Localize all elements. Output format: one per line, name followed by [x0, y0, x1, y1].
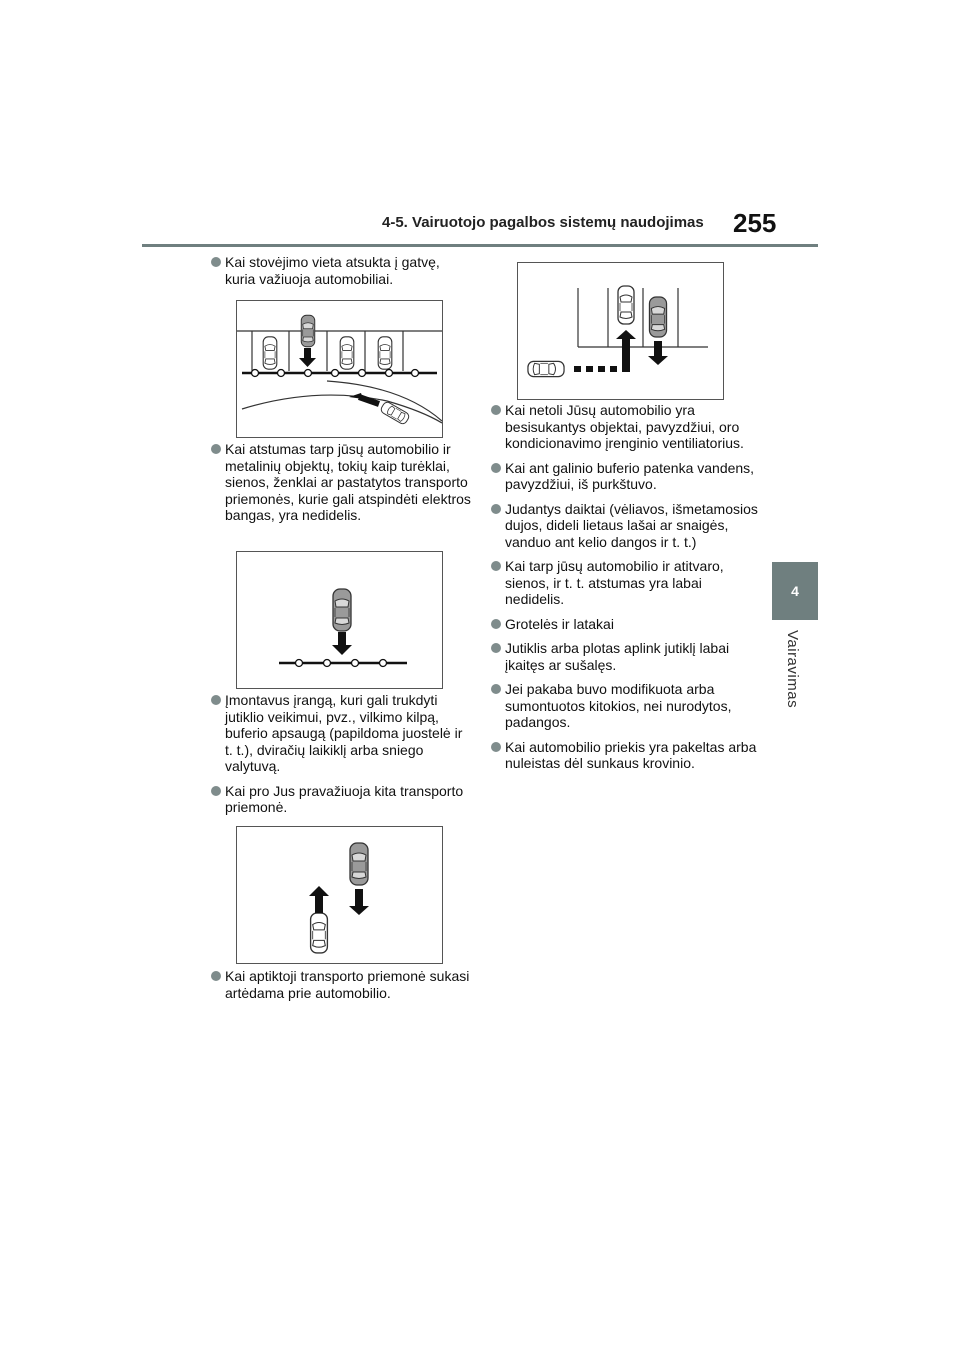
bullet-text: Kai stovėjimo vieta atsukta į gatvę, kuria važiuoja automobiliai. — [225, 254, 440, 287]
bullet-text: Kai tarp jūsų automobilio ir atitvaro, sienos, ir t. t. atstumas yra labai nedidelis. — [505, 558, 724, 607]
header-divider — [142, 244, 818, 247]
list-item — [491, 640, 761, 673]
list-item — [491, 739, 761, 772]
bullet-icon — [491, 561, 501, 571]
list-item — [211, 692, 473, 775]
bullet-icon — [211, 786, 221, 796]
list-item — [211, 254, 473, 287]
figure-metal-objects-close — [236, 551, 443, 689]
left-column-block-3 — [211, 692, 473, 824]
list-item — [491, 616, 761, 633]
bullet-text: Jei pakaba buvo modifikuota arba sumontuotos kitokios, nei nurodytos, padangos. — [505, 681, 732, 730]
figure-passing-vehicle — [236, 826, 443, 964]
right-column — [491, 402, 761, 780]
bullet-text: Kai automobilio priekis yra pakeltas arba nuleistas dėl sunkaus krovinio. — [505, 738, 757, 771]
list-item — [211, 968, 473, 1001]
bullet-icon — [211, 695, 221, 705]
list-item — [491, 558, 761, 608]
list-item — [211, 783, 473, 816]
bullet-text: Judantys daiktai (vėliavos, išmetamosios dujos, dideli lietaus lašai ar snaigės, vanduo ant kelio dangos ir t. t.) — [505, 500, 758, 550]
chapter-label: Vairavimas — [784, 630, 801, 709]
list-item — [491, 460, 761, 493]
figure-parking-facing-street — [236, 300, 443, 438]
section-title: 4-5. Vairuotojo pagalbos sistemų naudojimas — [382, 214, 704, 231]
bullet-icon — [491, 405, 501, 415]
bullet-icon — [491, 463, 501, 473]
left-column — [211, 254, 473, 295]
chapter-number: 4 — [791, 583, 799, 599]
bullet-icon — [491, 643, 501, 653]
list-item — [491, 501, 761, 551]
figure-turning-vehicle — [517, 262, 724, 400]
left-column-block-4 — [211, 968, 473, 1009]
chapter-tab — [772, 562, 818, 620]
bullet-text: Kai ant galinio buferio patenka vandens, pavyzdžiui, iš purkštuvo. — [505, 459, 755, 492]
bullet-icon — [211, 444, 221, 454]
list-item — [491, 681, 761, 731]
bullet-icon — [491, 684, 501, 694]
bullet-icon — [491, 619, 501, 629]
bullet-text: Kai atstumas tarp jūsų automobilio ir metalinių objektų, tokių kaip turėklai, sienos, ženklai ar pastatytos transporto priemonės, kurie gali atspindėti elektros bangas, yra nedidelis. — [225, 441, 471, 523]
bullet-icon — [491, 742, 501, 752]
bullet-icon — [211, 257, 221, 267]
list-item — [491, 402, 761, 452]
list-item — [211, 441, 473, 524]
bullet-text: Kai pro Jus pravažiuoja kita transporto priemonė. — [225, 782, 464, 815]
bullet-text: Įmontavus įrangą, kuri gali trukdyti jutiklio veikimui, pvz., vilkimo kilpą, buferio apsaugą (papildoma juostelė ir t. t.), dviračių laikiklį arba sniego valytuvą. — [225, 692, 463, 774]
bullet-text: Grotelės ir latakai — [505, 615, 614, 632]
bullet-text: Kai netoli Jūsų automobilio yra besisukantys objektai, pavyzdžiui, oro kondicionavimo įrenginio ventiliatorius. — [505, 402, 744, 451]
bullet-icon — [211, 971, 221, 981]
bullet-text: Jutiklis arba plotas aplink jutiklį labai įkaitęs ar sušalęs. — [505, 640, 730, 673]
page-number: 255 — [733, 208, 777, 238]
left-column-block-2 — [211, 441, 473, 532]
bullet-icon — [491, 504, 501, 514]
bullet-text: Kai aptiktoji transporto priemonė sukasi artėdama prie automobilio. — [225, 968, 470, 1001]
